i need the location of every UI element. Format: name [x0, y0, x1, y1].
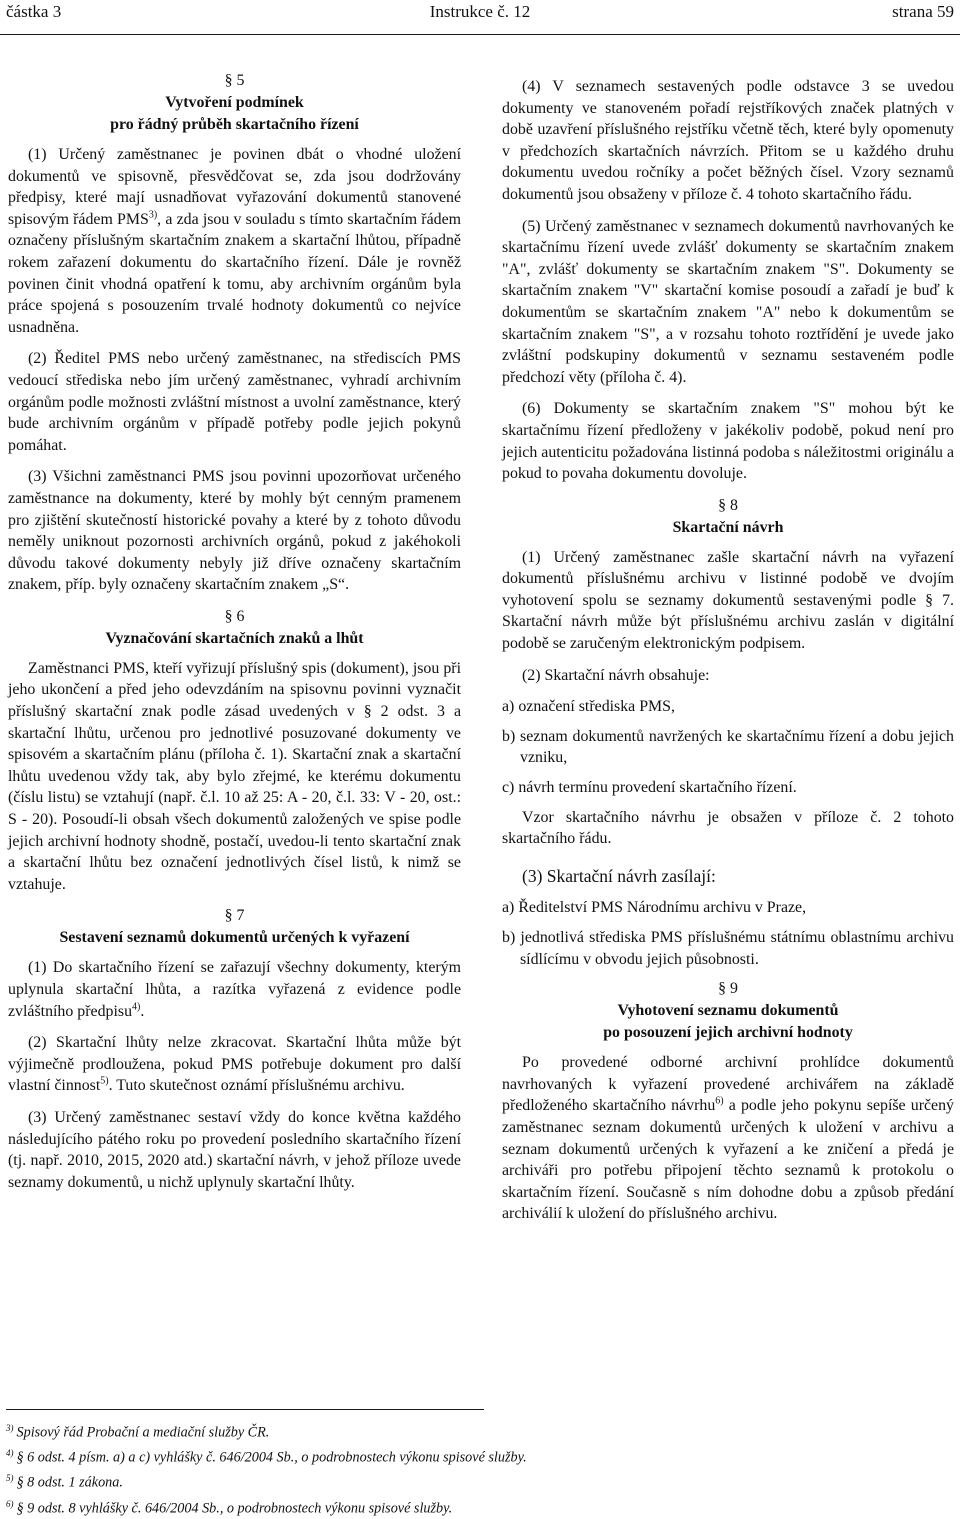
footnote: $^{6)}$ § 9 odst. 8 vyhlášky č. 646/2004 Sb., o podrobnostech výkonu spisové služby. [6, 1498, 453, 1517]
paragraph: (1) Do skartačního řízení se zařazují všechny dokumenty, kterým uplynula skartační lhůta, a razítka vyřazená z evidence podle zvláštního předpisu$^{4)}$. [8, 959, 461, 1020]
paragraph: (4) V seznamech sestavených podle odstavce 3 se uvedou dokumenty ve stanoveném pořadí rejstříkových značek platných v době uzavření příslušného rejstříku včetně těch, které byly opomenuty v předchozích skartačních návrzích. Přitom se u každého druhu dokumentu uvedou ročníky a počet běžných čísel. Vzory seznamů dokumentů jsou obsaženy v příloze č. 4 tohoto skartačního řádu. [502, 78, 954, 203]
section-title: pro řádný průběh skartačního řízení [110, 116, 359, 133]
header-divider [0, 34, 960, 35]
footnote: $^{3)}$ Spisový řád Probační a mediační služby ČR. [6, 1423, 270, 1441]
right-column [502, 76, 954, 1235]
paragraph: Po provedené odborné archivní prohlídce dokumentů navrhovaných k vyřazení provedené archivářem na základě předloženého skartačního návrhu$^{6)}$ a podle jeho pokynu sepíše určený zaměstnanec seznam dokumentů určených k uložení v archivu a seznam dokumentů určených k vyřazení a ke zničení a předá je archiváři pro potřebu připojení těchto seznamů k protokolu o skartačním řízení. Současně s ním dohodne dobu a způsob předání archiválií k uložení do příslušného archivu. [502, 1054, 954, 1223]
section-title: Vyznačování skartačních znaků a lhůt [105, 629, 364, 647]
section-title: Skartační návrh [672, 518, 784, 536]
page-header [0, 0, 960, 32]
header-part: částka 3 [6, 2, 62, 21]
section-number: § 9 [718, 980, 738, 998]
section-number: § 6 [224, 607, 245, 625]
footnote: $^{5)}$ § 8 odst. 1 zákona. [6, 1473, 123, 1492]
paragraph: Vzor skartačního návrhu je obsažen v příloze č. 2 tohoto skartačního řádu. [502, 808, 954, 848]
header-title: Instrukce č. 12 [429, 2, 531, 21]
section-title: Vytvoření podmínek [165, 94, 304, 111]
section-title: Sestavení seznamů dokumentů určených k vyřazení [59, 929, 410, 947]
header-page-number: strana 59 [892, 2, 954, 21]
list-item: a) Ředitelství PMS Národnímu archivu v Praze, [502, 899, 807, 917]
footnote-ref: 5) [100, 1076, 109, 1088]
list-item: b) seznam dokumentů navržených ke skartačnímu řízení a dobu jejich vzniku, [502, 727, 954, 767]
section-number: § 7 [224, 907, 245, 925]
paragraph: (2) Ředitel PMS nebo určený zaměstnanec, na střediscích PMS vedoucí střediska nebo jím určený zaměstnanec, vyhradí archivním orgánům podle možnosti zvláštní místnost a uvolní zaměstnance, který bude archivním orgánům v případě potřeby podle jejich pokynů pomáhat. [8, 350, 461, 454]
footnotes [6, 1418, 906, 1519]
paragraph: (6) Dokumenty se skartačním znakem "S" mohou být ke skartačnímu řízení předloženy v jakékoliv podobě, pokud není pro jejich autenticitu požadována listinná podoba s náležitostmi originálu a pokud to povaha dokumentu dovoluje. [502, 400, 954, 483]
footnote-ref: 6) [715, 1096, 724, 1108]
paragraph: (2) Skartační lhůty nelze zkracovat. Skartační lhůta může být výjimečně prodloužena, pokud PMS potřebuje dokument pro další vlastní činnost$^{5)}$. Tuto skutečnost oznámí příslušnému archivu. [8, 1034, 461, 1095]
list-item: c) návrh termínu provedení skartačního řízení. [502, 779, 797, 797]
paragraph: (5) Určený zaměstnanec v seznamech dokumentů navrhovaných ke skartačnímu řízení uvede zvlášť dokumenty se skartačním znakem "A", zvlášť dokumenty se skartačním znakem "S". Dokumenty se skartačním znakem "V" skartační komise posoudí a zařadí je buď k dokumentům se skartačním znakem "A" nebo k dokumentům se skartačním znakem "S", a v rozsahu tohoto roztřídění je uvede jako zvláštní podskupiny dokumentů v seznamu sestaveném podle předchozí věty (příloha č. 4). [502, 217, 954, 386]
list-item: b) jednotlivá střediska PMS příslušnému státnímu oblastnímu archivu sídlícímu v obvodu jejich působnosti. [502, 929, 954, 968]
paragraph: (3) Všichni zaměstnanci PMS jsou povinni upozorňovat určeného zaměstnance na dokumenty, které by mohly být cenným pramenem pro zjištění skutečností historické povahy a které by z tohoto důvodu neměly uniknout pozornosti archivních orgánů, pokud z jakéhokoli důvodu takové dokumenty nebyly již dříve označeny skartačním znakem, příp. byly označeny skartačním znakem „S“. [8, 468, 461, 594]
paragraph: (1) Určený zaměstnanec zašle skartační návrh na vyřazení dokumentů příslušnému archivu v listinné podobě ve dvojím vyhotovení spolu se seznamy dokumentů sestavenými podle § 7. Skartační návrh může být příslušnému archivu zaslán v digitální podobě se zaručeným elektronickým podpisem. [502, 548, 954, 653]
footnote-divider [6, 1409, 484, 1410]
footnote-ref: 3) [148, 209, 158, 221]
footnote: $^{4)}$ § 6 odst. 4 písm. a) a c) vyhlášky č. 646/2004 Sb., o podrobnostech výkonu spisové služby. [6, 1448, 527, 1466]
paragraph: (2) Skartační návrh obsahuje: [522, 666, 710, 684]
paragraph: Zaměstnanci PMS, kteří vyřizují příslušný spis (dokument), jsou při jeho ukončení a před jeho odevzdáním na spisovnu povinni vyznačit příslušný skartační znak podle zásad uvedených v § 2 odst. 3 a skartační lhůtu, určenou pro jednotlivé posuzované dokumenty ve spisovém a skartačním plánu (příloha č. 1). Skartační znak a skartační lhůtu uvedenou vždy tak, aby bylo zřejmé, ke kterému dokumentu (číslu listu) se vztahují (např. č.l. 10 až 25: A - 20, č.l. 33: V - 20, ost.: S - 20). Posoudí-li obsah všech dokumentů založených ve spise podle jejich archivní hodnoty shodně, postačí, uvedou-li tento skartační znak a skartační lhůtu bez označení jednotlivých čísel listů, k nimž se vztahuje. [8, 659, 461, 893]
section-title: Vyhotovení seznamu dokumentů [617, 1002, 839, 1020]
section-number: § 5 [224, 72, 245, 89]
footnote-ref: 4) [132, 1001, 141, 1013]
list-item: a) označení střediska PMS, [502, 698, 675, 716]
paragraph: (3) Určený zaměstnanec sestaví vždy do konce května každého následujícího pátého roku po provedení posledního skartačního řízení (tj. např. 2010, 2015, 2020 atd.) skartační návrh, v jehož příloze uvede seznamy dokumentů, u nichž uplynuly skartační lhůty. [8, 1108, 461, 1191]
paragraph: (3) Skartační návrh zasílají: [522, 865, 716, 886]
left-column [8, 70, 461, 1203]
section-number: § 8 [718, 496, 738, 514]
section-title: po posouzení jejich archivní hodnoty [603, 1024, 853, 1042]
paragraph: (1) Určený zaměstnanec je povinen dbát o vhodné uložení dokumentů ve spisovně, přesvědčovat se, zda jsou dodržovány předpisy, které mají usnadňovat vyřazování dokumentů stanovené spisovým řádem PMS$^{3)}$, a zda jsou v souladu s tímto skartačním řádem označeny příslušným skartačním znakem a skartační lhůtou, případně rokem zařazení dokumentu do skartačního řízení. Dále je rovněž povinen činit vhodná opatření k tomu, aby archivním orgánům byla práce spojená s posouzením trvalé hodnoty dokumentů co nejvíce usnadněna. [8, 146, 461, 336]
